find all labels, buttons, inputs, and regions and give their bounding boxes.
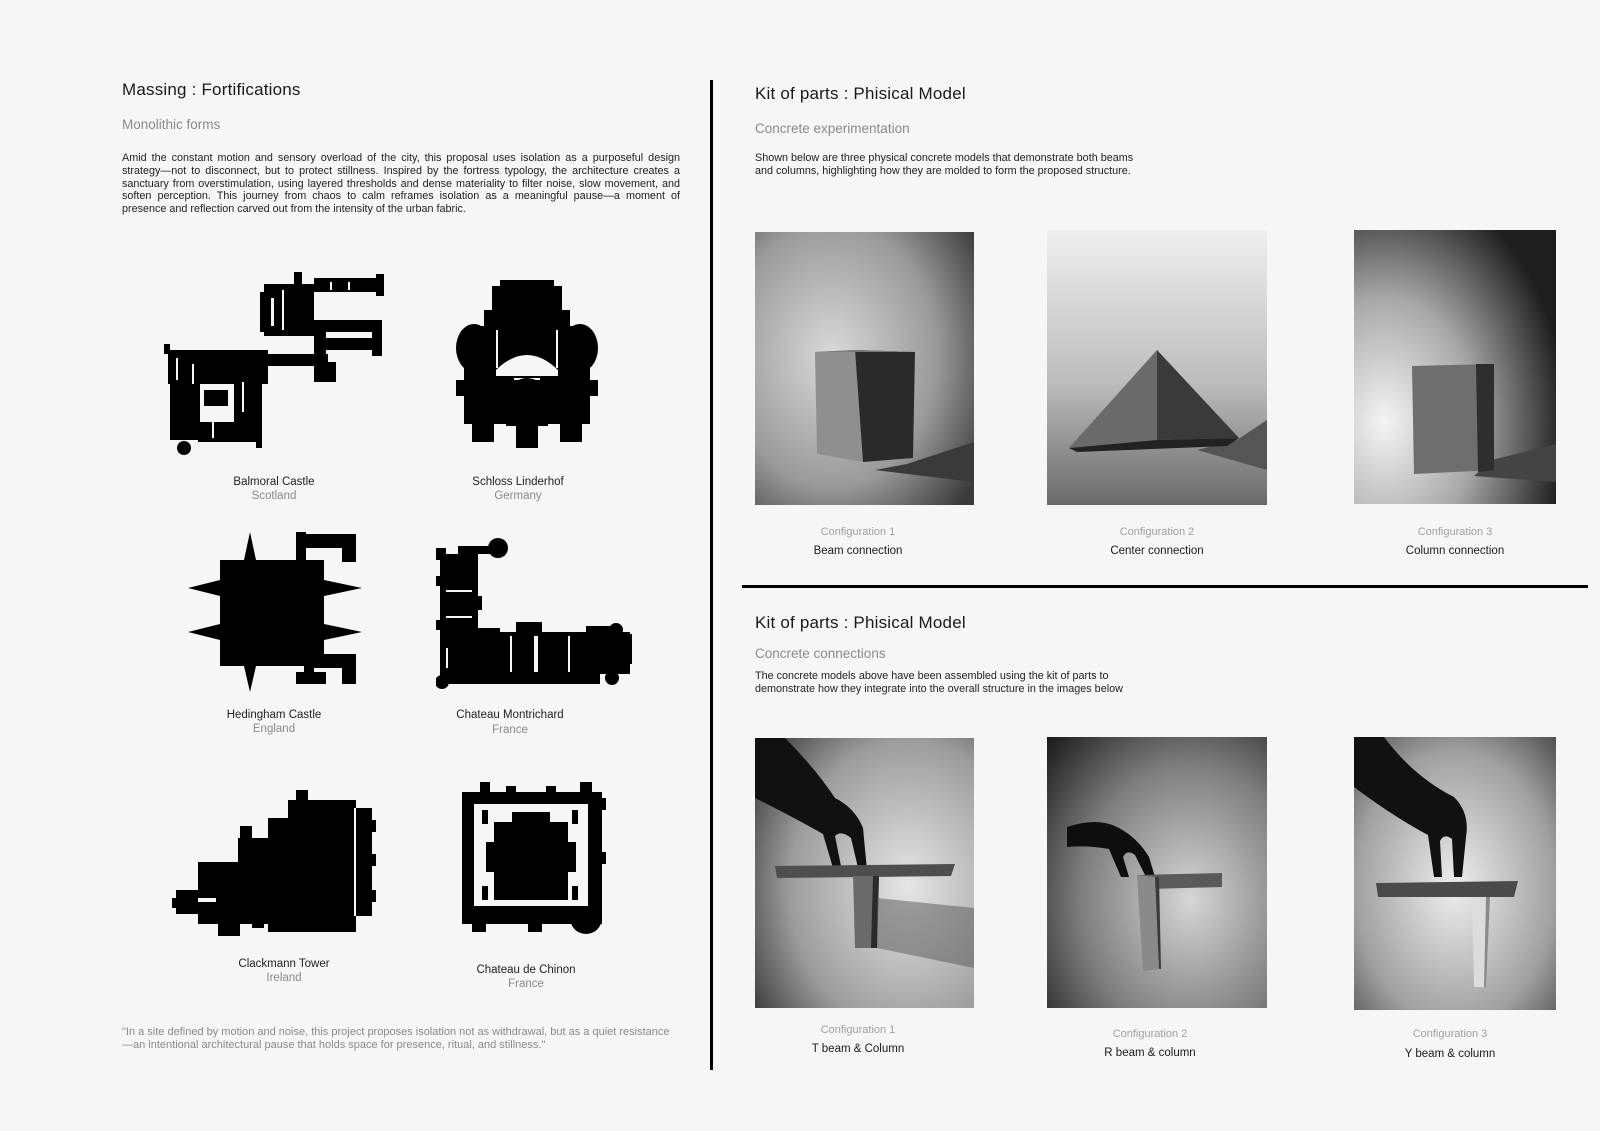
y-beam-photo (1354, 737, 1556, 1010)
montrichard-plan-icon (436, 536, 632, 692)
page-title: Massing : Fortifications (122, 80, 301, 99)
plan-country: France (508, 978, 544, 990)
vertical-divider (710, 80, 713, 1070)
config-name: Column connection (1405, 545, 1505, 557)
plan-name: Chateau Montrichard (456, 709, 564, 721)
plan-name: Schloss Linderhof (472, 476, 564, 488)
chinon-plan-icon (462, 782, 610, 938)
plan-name: Balmoral Castle (233, 476, 315, 488)
column-connection-photo (1354, 230, 1556, 504)
clackmann-plan-icon (172, 790, 378, 936)
beam-connection-photo (755, 232, 974, 505)
plan-name: Hedingham Castle (226, 709, 322, 721)
closing-quote: "In a site defined by motion and noise, this project proposes isolation not as withdrawal, but as a quiet resistance—an intentional architectural pause that holds space for presence, ritual, and stillness." (122, 1026, 670, 1051)
config-label: Configuration 1 (820, 526, 896, 538)
config-label: Configuration 3 (1417, 526, 1493, 538)
section-paragraph: Shown below are three physical concrete models that demonstrate both beams and columns, highlighting how they are molded to form the proposed structure. (755, 152, 1134, 177)
config-name: Y beam & column (1404, 1048, 1496, 1060)
section-title: Kit of parts : Phisical Model (755, 84, 966, 103)
config-name: Center connection (1110, 545, 1204, 557)
config-label: Configuration 1 (820, 1024, 896, 1036)
config-name: R beam & column (1104, 1047, 1196, 1059)
page-subtitle: Monolithic forms (122, 117, 221, 132)
plan-country: Germany (494, 490, 542, 502)
intro-paragraph: Amid the constant motion and sensory overload of the city, this proposal uses isolation as a purposeful design strategy—not to disconnect, but to protect stillness. Inspired by the fortress typology, the architecture creates a sanctuary from overstimulation, using layered thresholds and dense materiality to filter noise, slow movement, and soften perception. This journey from chaos to calm reframes isolation as a meaningful pause—a moment of presence and reflection carved out from the intensity of the urban fabric. (122, 152, 680, 216)
config-name: Beam connection (813, 545, 903, 557)
balmoral-plan-icon (164, 272, 386, 458)
section-subtitle: Concrete experimentation (755, 121, 910, 136)
plan-name: Clackmann Tower (238, 958, 330, 970)
section-title: Kit of parts : Phisical Model (755, 613, 966, 632)
plan-country: France (492, 724, 528, 736)
config-label: Configuration 3 (1412, 1028, 1488, 1040)
plan-country: England (252, 723, 296, 735)
config-label: Configuration 2 (1112, 1028, 1188, 1040)
horizontal-divider (742, 585, 1588, 588)
section-paragraph: The concrete models above have been assembled using the kit of parts to demonstrate how they integrate into the overall structure in the images below (755, 670, 1123, 695)
config-label: Configuration 2 (1119, 526, 1195, 538)
config-name: T beam & Column (811, 1043, 905, 1055)
section-subtitle: Concrete connections (755, 646, 886, 661)
plan-country: Ireland (266, 972, 302, 984)
t-beam-photo (755, 738, 974, 1008)
linderhof-plan-icon (456, 280, 598, 448)
r-beam-photo (1047, 737, 1267, 1008)
plan-name: Chateau de Chinon (476, 964, 576, 976)
center-connection-photo (1047, 230, 1267, 505)
hedingham-plan-icon (188, 532, 362, 694)
plan-country: Scotland (251, 490, 297, 502)
